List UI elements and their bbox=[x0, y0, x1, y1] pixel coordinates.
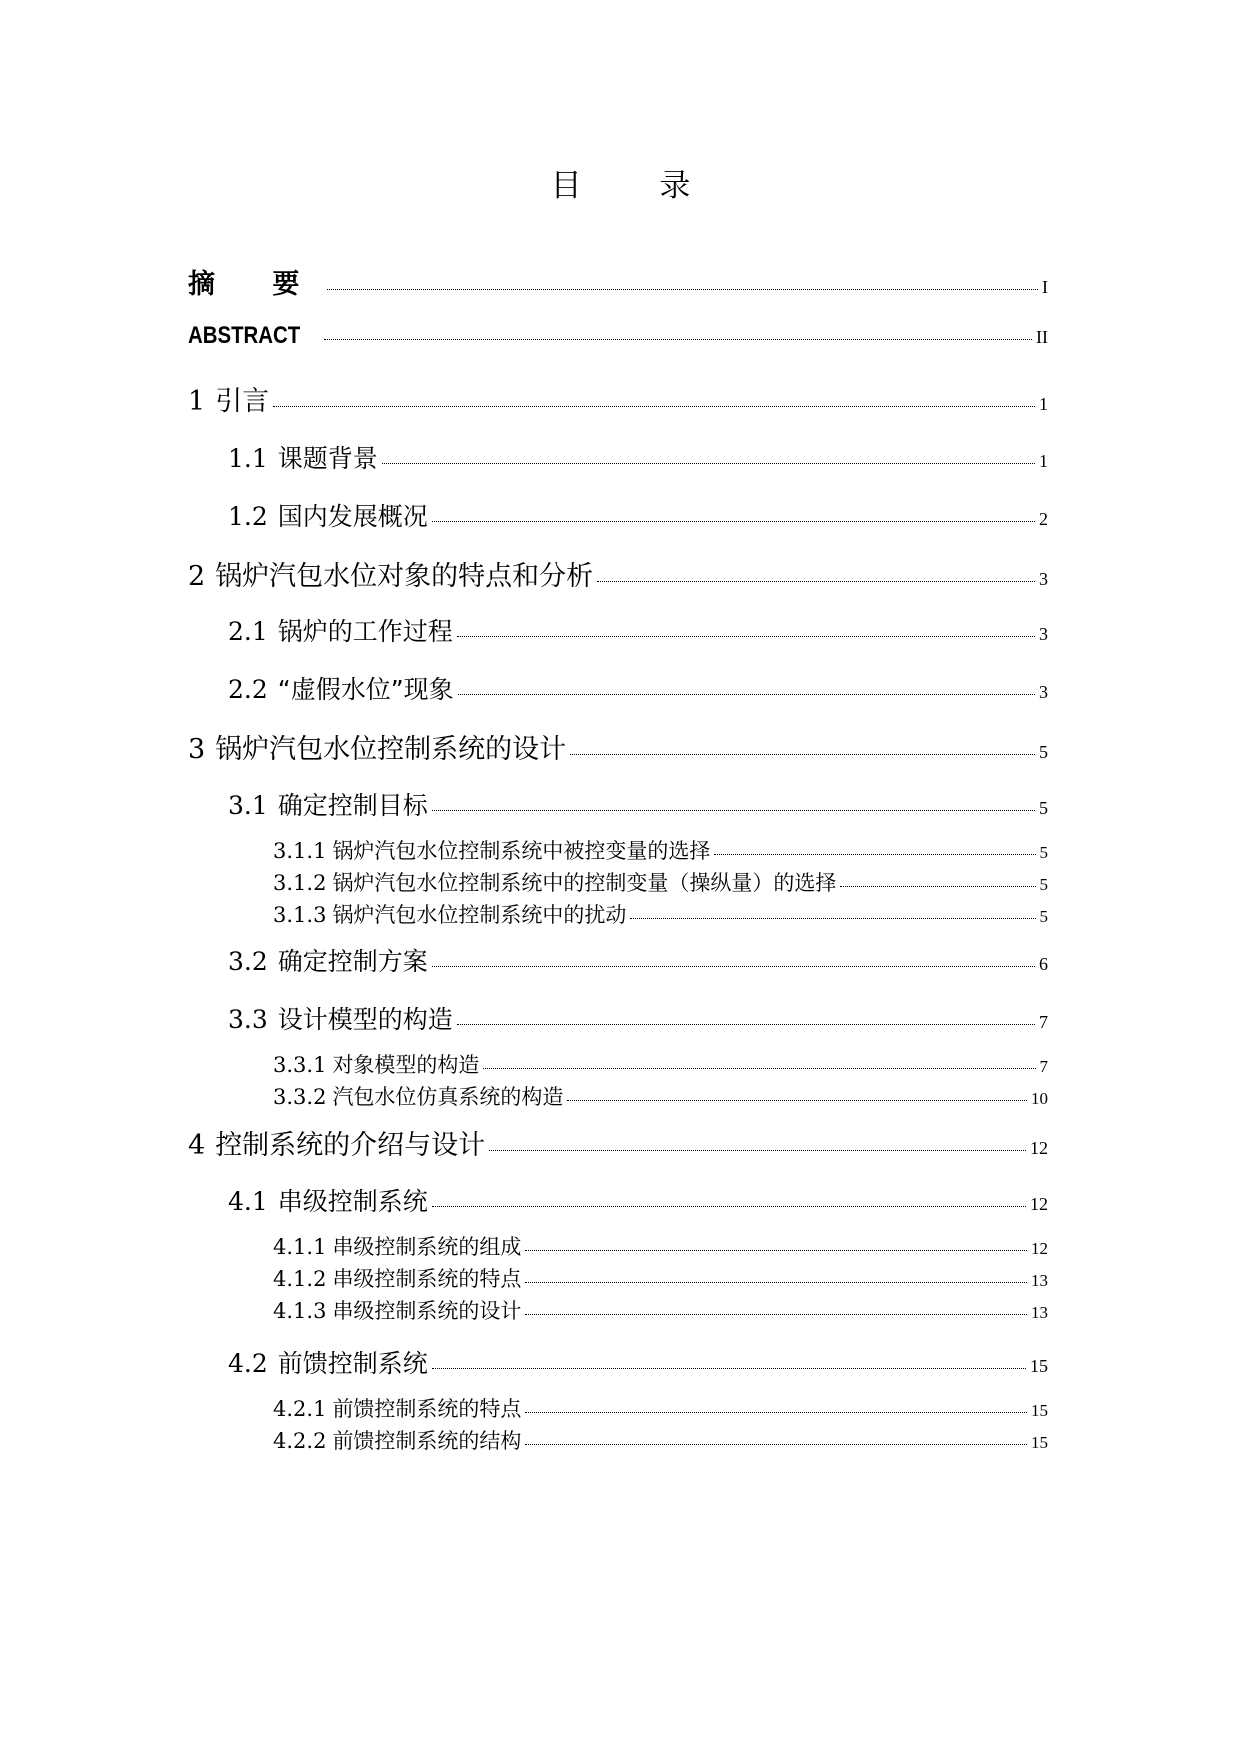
toc-entry-number: 1.1 bbox=[228, 444, 268, 473]
toc-entry-number: 1.2 bbox=[228, 502, 268, 531]
dot-leader bbox=[457, 1024, 1035, 1025]
toc-entry-text: 前馈控制系统 bbox=[277, 1349, 428, 1378]
dot-leader bbox=[432, 966, 1035, 967]
toc-entry-text: 确定控制方案 bbox=[277, 947, 428, 976]
toc-entry-4-2-1[interactable] bbox=[273, 1393, 1048, 1423]
toc-entry-number: 4.1.1 bbox=[273, 1235, 327, 1259]
toc-entry-ch3[interactable] bbox=[188, 727, 1048, 766]
dot-leader bbox=[489, 1150, 1026, 1151]
toc-entry-text: 汽包水位仿真系统的构造 bbox=[332, 1085, 564, 1109]
toc-entry-abstract-en[interactable] bbox=[188, 322, 1048, 350]
toc-entry-page: 3 bbox=[1039, 682, 1048, 702]
toc-entry-3-1-1[interactable] bbox=[273, 835, 1048, 865]
toc-entry-text: 国内发展概况 bbox=[277, 502, 428, 531]
toc-entry-page: 13 bbox=[1031, 1271, 1048, 1290]
toc-entry-text: 对象模型的构造 bbox=[332, 1053, 480, 1077]
toc-entry-3-1[interactable] bbox=[228, 786, 1048, 822]
dot-leader bbox=[483, 1068, 1035, 1069]
toc-entry-number: 3.1.2 bbox=[273, 871, 327, 895]
toc-entry-page: 1 bbox=[1039, 394, 1048, 414]
toc-entry-4-1-1[interactable] bbox=[273, 1231, 1048, 1261]
toc-entry-text: 设计模型的构造 bbox=[277, 1005, 453, 1034]
toc-entry-page: 5 bbox=[1039, 843, 1048, 862]
toc-entry-3-1-3[interactable] bbox=[273, 899, 1048, 929]
page-title: 目 录 bbox=[550, 168, 725, 204]
toc-entry-page: 10 bbox=[1031, 1089, 1048, 1108]
toc-entry-page: 15 bbox=[1030, 1356, 1048, 1376]
dot-leader bbox=[597, 581, 1035, 582]
toc-entry-text: 串级控制系统的设计 bbox=[332, 1299, 522, 1323]
toc-entry-text: 课题背景 bbox=[277, 444, 378, 473]
dot-leader bbox=[714, 854, 1035, 855]
dot-leader bbox=[382, 463, 1035, 464]
dot-leader bbox=[432, 521, 1035, 522]
toc-entry-4-1-3[interactable] bbox=[273, 1295, 1048, 1325]
toc-entry-text: 摘 要 bbox=[188, 269, 324, 300]
toc-entry-text: 锅炉汽包水位对象的特点和分析 bbox=[215, 561, 594, 592]
toc-entry-number: 4.2.1 bbox=[273, 1397, 327, 1421]
dot-leader bbox=[567, 1100, 1027, 1101]
dot-leader bbox=[327, 289, 1038, 290]
dot-leader bbox=[630, 918, 1035, 919]
toc-entry-text: “虚假水位”现象 bbox=[277, 675, 454, 704]
dot-leader bbox=[324, 339, 1032, 340]
dot-leader bbox=[432, 1368, 1026, 1369]
toc-entry-text: 控制系统的介绍与设计 bbox=[215, 1130, 486, 1161]
toc-entry-page: 6 bbox=[1039, 954, 1048, 974]
toc-entry-text: 串级控制系统 bbox=[277, 1187, 428, 1216]
toc-entry-text: ABSTRACT bbox=[188, 322, 301, 349]
dot-leader bbox=[525, 1412, 1027, 1413]
toc-entry-4-1[interactable] bbox=[228, 1182, 1048, 1218]
toc-entry-number: 3.1.1 bbox=[273, 839, 327, 863]
toc-entry-3-3-2[interactable] bbox=[273, 1081, 1048, 1111]
toc-entry-page: 15 bbox=[1031, 1433, 1048, 1452]
toc-entry-text: 锅炉汽包水位控制系统中被控变量的选择 bbox=[332, 839, 711, 863]
toc-entry-number: 3.2 bbox=[228, 947, 268, 976]
dot-leader bbox=[525, 1250, 1027, 1251]
toc-entry-3-1-2[interactable] bbox=[273, 867, 1048, 897]
toc-entry-page: 12 bbox=[1031, 1239, 1048, 1258]
toc-entry-1-1[interactable] bbox=[228, 439, 1048, 475]
toc-entry-number: 4.1.2 bbox=[273, 1267, 327, 1291]
toc-entry-abstract-zh[interactable] bbox=[188, 262, 1048, 301]
dot-leader bbox=[525, 1282, 1027, 1283]
toc-entry-1-2[interactable] bbox=[228, 497, 1048, 533]
toc-entry-number: 2 bbox=[188, 561, 206, 592]
toc-entry-number: 3.3.1 bbox=[273, 1053, 327, 1077]
toc-entry-text: 锅炉汽包水位控制系统中的扰动 bbox=[332, 903, 627, 927]
toc-entry-number: 3.1 bbox=[228, 791, 268, 820]
toc-entry-text: 串级控制系统的组成 bbox=[332, 1235, 522, 1259]
dot-leader bbox=[525, 1444, 1027, 1445]
dot-leader bbox=[570, 754, 1035, 755]
toc-entry-ch1[interactable] bbox=[188, 379, 1048, 418]
toc-entry-3-2[interactable] bbox=[228, 942, 1048, 978]
toc-entry-text: 串级控制系统的特点 bbox=[332, 1267, 522, 1291]
dot-leader bbox=[458, 694, 1035, 695]
toc-entry-text: 引言 bbox=[215, 386, 270, 417]
toc-entry-page: 1 bbox=[1039, 451, 1048, 471]
toc-entry-page: 5 bbox=[1039, 742, 1048, 762]
toc-entry-4-1-2[interactable] bbox=[273, 1263, 1048, 1293]
toc-entry-text: 前馈控制系统的结构 bbox=[332, 1429, 522, 1453]
toc-entry-page: 2 bbox=[1039, 509, 1048, 529]
toc-entry-number: 4.2.2 bbox=[273, 1429, 327, 1453]
toc-entry-page: 3 bbox=[1039, 624, 1048, 644]
toc-entry-number: 3.1.3 bbox=[273, 903, 327, 927]
toc-entry-page: 7 bbox=[1039, 1012, 1048, 1032]
toc-entry-number: 4.2 bbox=[228, 1349, 268, 1378]
toc-entry-4-2[interactable] bbox=[228, 1344, 1048, 1380]
toc-entry-number: 3.3 bbox=[228, 1005, 268, 1034]
toc-entry-number: 4.1.3 bbox=[273, 1299, 327, 1323]
toc-entry-number: 3 bbox=[188, 734, 206, 765]
toc-entry-page: 5 bbox=[1039, 907, 1048, 926]
toc-entry-number: 2.2 bbox=[228, 675, 268, 704]
toc-entry-page: 5 bbox=[1039, 798, 1048, 818]
toc-entry-2-1[interactable] bbox=[228, 612, 1048, 648]
toc-entry-page: 13 bbox=[1031, 1303, 1048, 1322]
toc-entry-3-3[interactable] bbox=[228, 1000, 1048, 1036]
toc-entry-text: 锅炉的工作过程 bbox=[277, 617, 453, 646]
toc-entry-page: 3 bbox=[1039, 569, 1048, 589]
toc-entry-4-2-2[interactable] bbox=[273, 1425, 1048, 1455]
dot-leader bbox=[840, 886, 1035, 887]
toc-entry-page: 5 bbox=[1039, 875, 1048, 894]
toc-entry-ch4[interactable] bbox=[188, 1123, 1048, 1162]
toc-entry-number: 3.3.2 bbox=[273, 1085, 327, 1109]
dot-leader bbox=[273, 406, 1035, 407]
toc-entry-text: 锅炉汽包水位控制系统中的控制变量（操纵量）的选择 bbox=[332, 871, 837, 895]
toc-entry-number: 1 bbox=[188, 386, 206, 417]
toc-entry-3-3-1[interactable] bbox=[273, 1049, 1048, 1079]
toc-entry-page: II bbox=[1036, 327, 1048, 347]
toc-entry-page: I bbox=[1042, 277, 1048, 297]
toc-entry-text: 锅炉汽包水位控制系统的设计 bbox=[215, 734, 567, 765]
toc-entry-page: 15 bbox=[1031, 1401, 1048, 1420]
toc-entry-text: 确定控制目标 bbox=[277, 791, 428, 820]
dot-leader bbox=[457, 636, 1035, 637]
toc-entry-2-2[interactable] bbox=[228, 670, 1048, 706]
toc-entry-page: 7 bbox=[1039, 1057, 1048, 1076]
dot-leader bbox=[432, 1206, 1026, 1207]
toc-entry-page: 12 bbox=[1030, 1194, 1048, 1214]
toc-entry-ch2[interactable] bbox=[188, 554, 1048, 593]
toc-entry-text: 前馈控制系统的特点 bbox=[332, 1397, 522, 1421]
dot-leader bbox=[525, 1314, 1027, 1315]
toc-entry-number: 2.1 bbox=[228, 617, 268, 646]
toc-entry-page: 12 bbox=[1030, 1138, 1048, 1158]
toc-entry-number: 4.1 bbox=[228, 1187, 268, 1216]
toc-entry-number: 4 bbox=[188, 1130, 206, 1161]
dot-leader bbox=[432, 810, 1035, 811]
